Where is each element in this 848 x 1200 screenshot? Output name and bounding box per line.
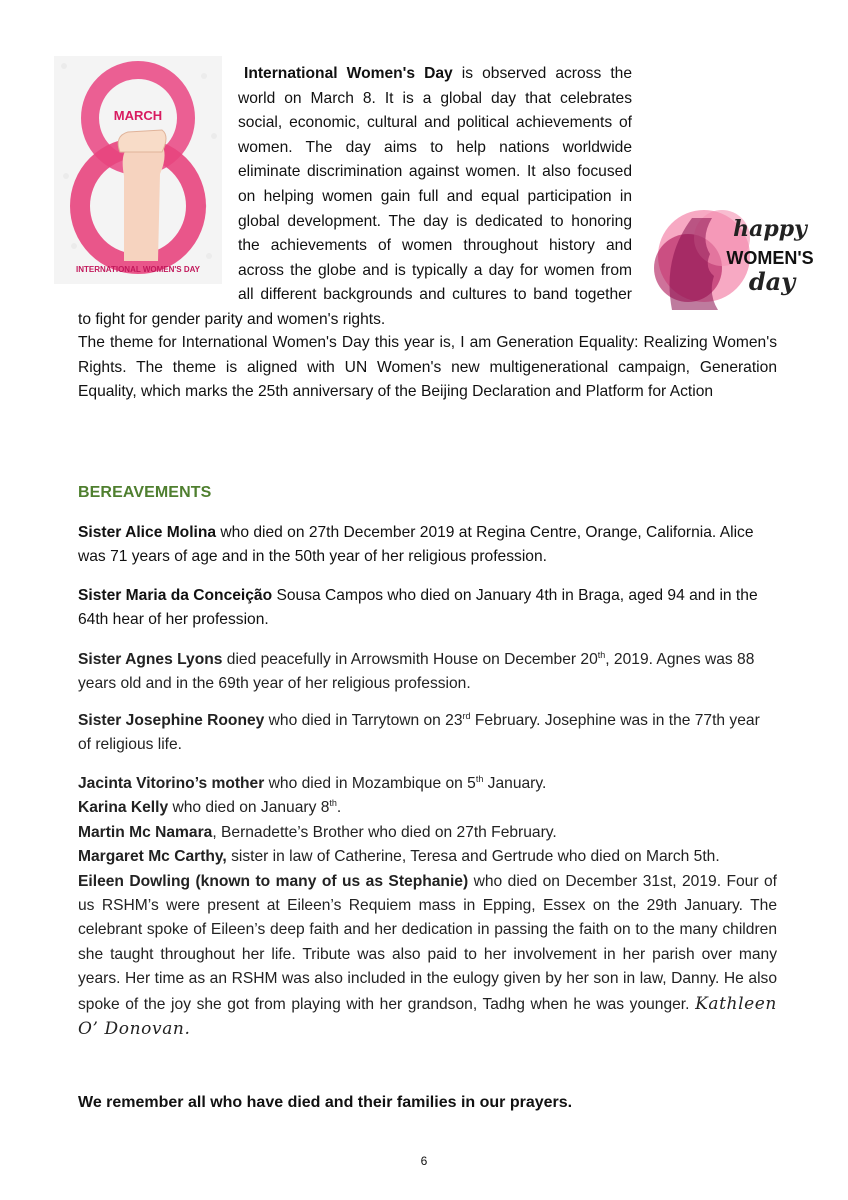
jacinta-name: Jacinta Vitorino’s mother bbox=[78, 775, 265, 792]
karina-text-a: who died on January 8 bbox=[168, 799, 330, 817]
day-text: day bbox=[748, 267, 796, 296]
josephine-text-a: who died in Tarrytown on 23 bbox=[264, 712, 463, 729]
alice-name: Sister Alice Molina bbox=[78, 524, 217, 541]
float-spacer-right bbox=[632, 196, 777, 311]
closing-prayer: We remember all who have died and their families in our prayers. bbox=[78, 1094, 573, 1111]
martin-text: , Bernadette’s Brother who died on 27th February. bbox=[212, 823, 557, 841]
josephine-sup: rd bbox=[462, 710, 471, 721]
jacinta-text-a: who died in Mozambique on 5 bbox=[264, 775, 476, 792]
happy-text: happy bbox=[733, 216, 807, 242]
iwd-body: is observed across the world on March 8. It is a global day that celebrates social, economic, cultural and political achievements of women. The day aims to help nations worldwide eliminate discrimination against women. It also focused on helping women gain full and equal participation in global development. The day is dedicated to honoring the achievements of women throughout history and across the globe and is typically a day for women from all different backgrounds and cultures to band together to fight for gender parity and women's rights. bbox=[78, 65, 632, 328]
iwd-theme-paragraph: The theme for International Women's Day this year is, I am Generation Equality: Realizing Women's Rights. The theme is aligned with UN Women's new multigenerational campaign, Generation Equality, which marks the 25th anniversary of the Beijing Declaration and Platform for Action bbox=[78, 334, 777, 401]
page-number: 6 bbox=[420, 1154, 428, 1168]
bereavement-jacinta bbox=[78, 772, 777, 796]
maria-name: Sister Maria da Conceição bbox=[78, 587, 273, 604]
jacinta-text-b: January. bbox=[483, 775, 547, 792]
iwd-paragraph bbox=[78, 62, 777, 333]
agnes-sup: th bbox=[597, 649, 606, 660]
bereavement-group bbox=[78, 772, 777, 1042]
womens-text: WOMEN'S bbox=[726, 248, 814, 268]
eileen-name: Eileen Dowling (known to many of us as Stephanie) bbox=[78, 872, 469, 890]
jacinta-sup: th bbox=[475, 773, 484, 784]
agnes-text-a: died peacefully in Arrowsmith House on December 20 bbox=[222, 651, 598, 668]
agnes-name: Sister Agnes Lyons bbox=[78, 651, 223, 668]
martin-name: Martin Mc Namara bbox=[78, 823, 213, 841]
karina-name: Karina Kelly bbox=[78, 799, 169, 817]
signature-kathleen: Kathleen O’ Donovan. bbox=[78, 993, 777, 1040]
bereavement-alice bbox=[78, 521, 777, 570]
bereavement-maria bbox=[78, 584, 777, 633]
eileen-text: who died on December 31st, 2019. Four of us RSHM’s were present at Eileen’s Requiem mass in Epping, Essex on the 29th January. The celebrant spoke of Eileen’s deep faith and her dedication in passing the faith on to the many children she taught throughout her life. Tribute was also paid to her involvement in her parish over many years. Her time as an RSHM was also included in the eulogy given by her son in law, Danny. He also spoke of the joy she got from playing with her grandson, Tadhg when he was younger. bbox=[78, 872, 777, 1013]
bereavement-josephine bbox=[78, 709, 777, 758]
bereavements-heading: BEREAVEMENTS bbox=[78, 484, 212, 501]
march-caption: INTERNATIONAL WOMEN'S DAY bbox=[76, 265, 200, 274]
karina-sup: th bbox=[329, 798, 337, 809]
iwd-title: International Women's Day bbox=[244, 65, 453, 82]
josephine-name: Sister Josephine Rooney bbox=[78, 712, 265, 729]
josephine-text-b: February. Josephine was in the 77th year of religious life. bbox=[78, 712, 760, 754]
bereavement-karina bbox=[78, 796, 777, 820]
bereavement-eileen bbox=[78, 870, 777, 1043]
float-spacer-left bbox=[78, 62, 238, 304]
karina-text-b: . bbox=[336, 799, 342, 817]
margaret-name: Margaret Mc Carthy, bbox=[78, 848, 227, 866]
bereavement-martin bbox=[78, 821, 777, 845]
maria-text: Sousa Campos who died on January 4th in Braga, aged 94 and in the 64th hear of her profession. bbox=[78, 587, 758, 629]
bereavement-agnes bbox=[78, 648, 777, 697]
bereavement-margaret bbox=[78, 845, 777, 869]
margaret-text: sister in law of Catherine, Teresa and Gertrude who died on March 5th. bbox=[226, 848, 720, 866]
agnes-text-b: , 2019. Agnes was 88 years old and in the 69th year of her religious profession. bbox=[78, 651, 755, 693]
alice-text: who died on 27th December 2019 at Regina Centre, Orange, California. Alice was 71 years of age and in the 50th year of her religious profession. bbox=[78, 524, 754, 566]
march-label: MARCH bbox=[113, 108, 163, 123]
